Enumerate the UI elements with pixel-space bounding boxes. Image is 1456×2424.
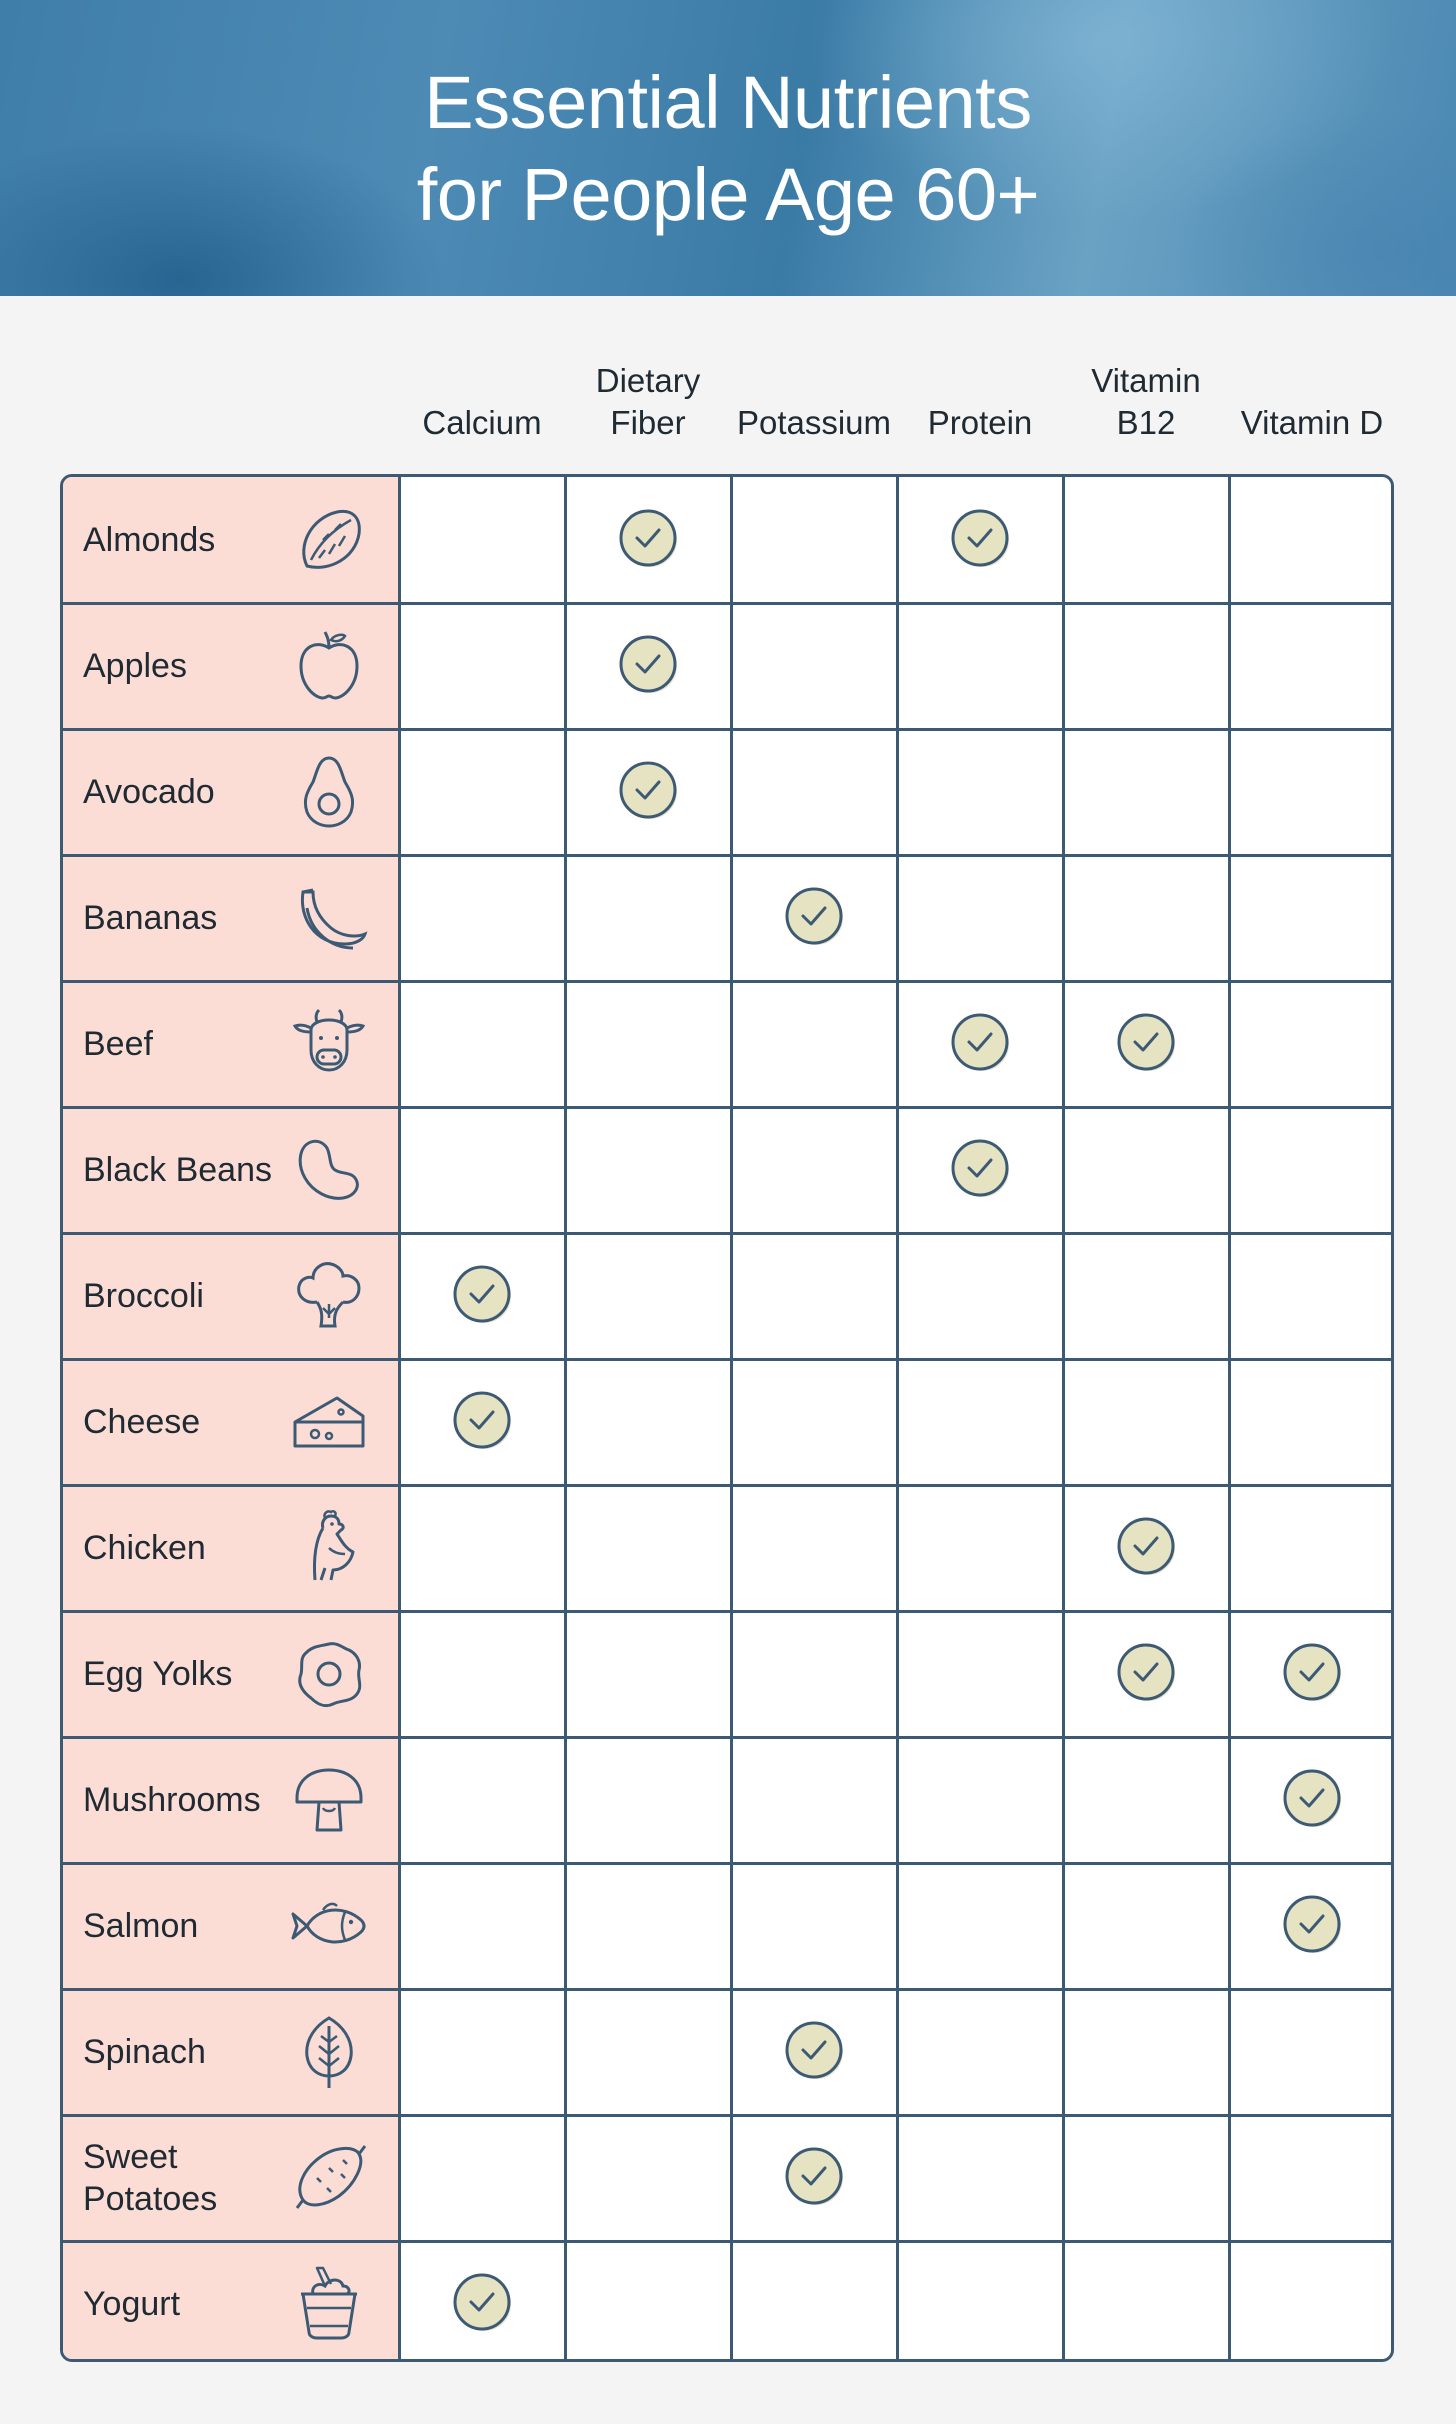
- check-icon: [783, 885, 845, 947]
- column-divider: [564, 477, 567, 2359]
- food-cell: [63, 1989, 399, 2115]
- column-header-line: [731, 360, 897, 402]
- row-divider: [63, 854, 1391, 857]
- check-icon: [783, 2145, 845, 2207]
- food-name: Mushrooms: [83, 1781, 261, 1819]
- food-name: Salmon: [83, 1907, 199, 1945]
- almond-icon: [289, 500, 369, 580]
- food-name: Yogurt: [83, 2285, 181, 2323]
- egg-icon: [289, 1634, 369, 1714]
- row-divider: [63, 1988, 1391, 1991]
- food-name: Beef: [83, 1025, 153, 1063]
- table-row: [63, 1863, 1391, 1989]
- food-cell: [63, 1485, 399, 1611]
- food-name: Almonds: [83, 521, 216, 559]
- column-header: [897, 360, 1063, 444]
- food-name: Apples: [83, 647, 187, 685]
- column-header-line: [897, 360, 1063, 402]
- food-name: Bananas: [83, 899, 218, 937]
- food-cell: [63, 1863, 399, 1989]
- check-icon: [949, 1011, 1011, 1073]
- table-row: [63, 981, 1391, 1107]
- food-name: Chicken: [83, 1529, 206, 1567]
- check-icon: [451, 1263, 513, 1325]
- nutrient-table: [60, 474, 1394, 2362]
- food-cell: [63, 1107, 399, 1233]
- table-row: [63, 603, 1391, 729]
- check-icon: [451, 1389, 513, 1451]
- food-cell: [63, 855, 399, 981]
- check-icon: [1281, 1893, 1343, 1955]
- column-divider: [1228, 477, 1231, 2359]
- food-cell: [63, 1359, 399, 1485]
- column-header: [399, 360, 565, 444]
- column-header-line: B12: [1116, 404, 1176, 441]
- table-row: [63, 1359, 1391, 1485]
- row-divider: [63, 1106, 1391, 1109]
- check-icon: [617, 759, 679, 821]
- food-name: Broccoli: [83, 1277, 204, 1315]
- column-header-line: [399, 360, 565, 402]
- check-icon: [617, 507, 679, 569]
- food-cell: [63, 2115, 399, 2241]
- food-name: Sweet Potatoes: [83, 2138, 218, 2218]
- row-divider: [63, 1232, 1391, 1235]
- column-divider: [730, 477, 733, 2359]
- food-cell: [63, 477, 399, 603]
- check-icon: [1115, 1011, 1177, 1073]
- food-name: Cheese: [83, 1403, 201, 1441]
- column-divider: [896, 477, 899, 2359]
- column-header: [565, 360, 731, 444]
- row-divider: [63, 728, 1391, 731]
- column-divider: [398, 477, 401, 2359]
- column-header: [1229, 360, 1395, 444]
- row-divider: [63, 1484, 1391, 1487]
- apple-icon: [289, 626, 369, 706]
- table-row: [63, 1485, 1391, 1611]
- table-row: [63, 1233, 1391, 1359]
- column-header-line: Vitamin D: [1240, 404, 1384, 441]
- column-header-line: Potassium: [736, 404, 892, 441]
- column-header-line: [1229, 360, 1395, 402]
- column-header-line: Fiber: [610, 404, 686, 441]
- chicken-icon: [289, 1508, 369, 1588]
- column-header: [731, 360, 897, 444]
- check-icon: [949, 1137, 1011, 1199]
- check-icon: [1281, 1767, 1343, 1829]
- column-header-line: Calcium: [422, 404, 542, 441]
- food-cell: [63, 1611, 399, 1737]
- broccoli-icon: [289, 1256, 369, 1336]
- row-divider: [63, 2240, 1391, 2243]
- food-cell: [63, 729, 399, 855]
- check-icon: [1281, 1641, 1343, 1703]
- leaf-icon: [289, 2012, 369, 2092]
- table-row: [63, 477, 1391, 603]
- check-icon: [1115, 1515, 1177, 1577]
- row-divider: [63, 980, 1391, 983]
- banana-icon: [289, 878, 369, 958]
- column-header-line: Protein: [927, 404, 1033, 441]
- cow-icon: [289, 1004, 369, 1084]
- row-divider: [63, 602, 1391, 605]
- column-header: [1063, 360, 1229, 444]
- table-row: [63, 1611, 1391, 1737]
- food-name: Egg Yolks: [83, 1655, 233, 1693]
- food-cell: [63, 1233, 399, 1359]
- row-divider: [63, 1862, 1391, 1865]
- check-icon: [783, 2019, 845, 2081]
- table-row: [63, 1737, 1391, 1863]
- row-divider: [63, 1736, 1391, 1739]
- food-cell: [63, 1737, 399, 1863]
- check-icon: [949, 507, 1011, 569]
- table-row: [63, 1107, 1391, 1233]
- food-name: Avocado: [83, 773, 215, 811]
- column-header-line: Vitamin: [1091, 362, 1201, 399]
- header-banner: [0, 0, 1456, 296]
- table-row: [63, 855, 1391, 981]
- food-cell: [63, 2241, 399, 2362]
- food-name: Spinach: [83, 2033, 206, 2071]
- page-title-line-2: for People Age 60+: [416, 153, 1040, 236]
- row-divider: [63, 1610, 1391, 1613]
- sweet-potato-icon: [289, 2138, 369, 2218]
- bean-icon: [289, 1130, 369, 1210]
- food-cell: [63, 981, 399, 1107]
- fish-icon: [289, 1886, 369, 1966]
- check-icon: [1115, 1641, 1177, 1703]
- row-divider: [63, 2114, 1391, 2117]
- page-title-line-1: Essential Nutrients: [424, 61, 1032, 144]
- table-row: [63, 1989, 1391, 2115]
- column-header-line: Dietary: [595, 362, 701, 399]
- table-row: [63, 729, 1391, 855]
- column-divider: [1062, 477, 1065, 2359]
- cheese-icon: [289, 1382, 369, 1462]
- check-icon: [617, 633, 679, 695]
- food-name: Black Beans: [83, 1151, 272, 1189]
- table-row: [63, 2241, 1391, 2362]
- food-cell: [63, 603, 399, 729]
- yogurt-icon: [289, 2264, 369, 2344]
- table-row: [63, 2115, 1391, 2241]
- mushroom-icon: [289, 1760, 369, 1840]
- row-divider: [63, 1358, 1391, 1361]
- check-icon: [451, 2271, 513, 2333]
- avocado-icon: [289, 752, 369, 832]
